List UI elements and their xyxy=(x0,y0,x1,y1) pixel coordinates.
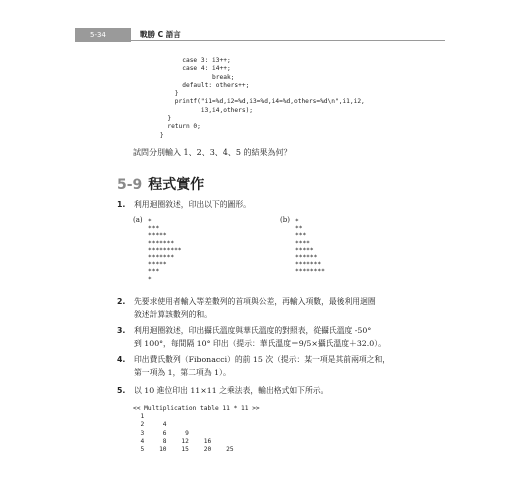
item-text-line-2: 敘述計算該數列的和。 xyxy=(134,310,212,319)
item-text-line-1: 先要求使用者輸入等差數列的首項與公差，再輸入項數，最後利用迴圈 xyxy=(134,297,376,306)
item-text-line-1: 印出費氏數列（Fibonacci）的前 15 次（提示：某一項是其前兩項之和， xyxy=(134,355,391,364)
item-number: 1. xyxy=(117,200,126,209)
book-title: 戰勝 C 語言 xyxy=(140,30,181,39)
figure-a-pattern: * *** ***** ******* ********* ******* ***** *** * xyxy=(148,218,182,283)
item-text: 利用迴圈敘述，印出以下的圖形。 xyxy=(134,200,251,209)
item-number: 3. xyxy=(117,326,126,335)
item-text-line-2: 第一項為 1，第二項為 1）。 xyxy=(134,368,231,377)
header-rule xyxy=(131,40,445,41)
exercise-question: 試問分別輸入 1、2、3、4、5 的結果為何？ xyxy=(133,148,292,157)
section-title: 程式實作 xyxy=(148,177,205,193)
item-number: 2. xyxy=(117,297,126,306)
section-heading xyxy=(117,175,204,193)
item-number: 5. xyxy=(117,386,126,395)
figure-b-pattern: * ** *** **** ***** ****** ******* ******** xyxy=(295,218,325,276)
code-listing: case 3: i3++; case 4: i4++; break; default: others++; } printf("i1=%d,i2=%d,i3=%d,i4=%d,others=%d\n",i1,i2, i3,i4,others); } return 0; } xyxy=(159,57,365,139)
page-number: 5-34 xyxy=(90,31,106,39)
multiplication-output: << Multiplication table 11 * 11 >> 1 2 4 3 6 9 4 8 12 16 5 10 15 20 25 xyxy=(133,405,260,454)
section-number: 5-9 xyxy=(117,177,143,193)
item-number: 4. xyxy=(117,355,126,364)
figure-b-label: (b) xyxy=(280,216,290,224)
item-text: 以 10 進位印出 11×11 之乘法表，輸出格式如下所示。 xyxy=(134,386,329,395)
item-text-line-1: 利用迴圈敘述，印出攝氏溫度與華氏溫度的對照表，從攝氏溫度 -50° xyxy=(134,326,372,335)
figure-a-label: (a) xyxy=(133,216,143,224)
item-text-line-2: 到 100°，每間隔 10° 印出（提示：華氏溫度＝9/5×攝氏溫度＋32.0）。 xyxy=(134,339,386,348)
